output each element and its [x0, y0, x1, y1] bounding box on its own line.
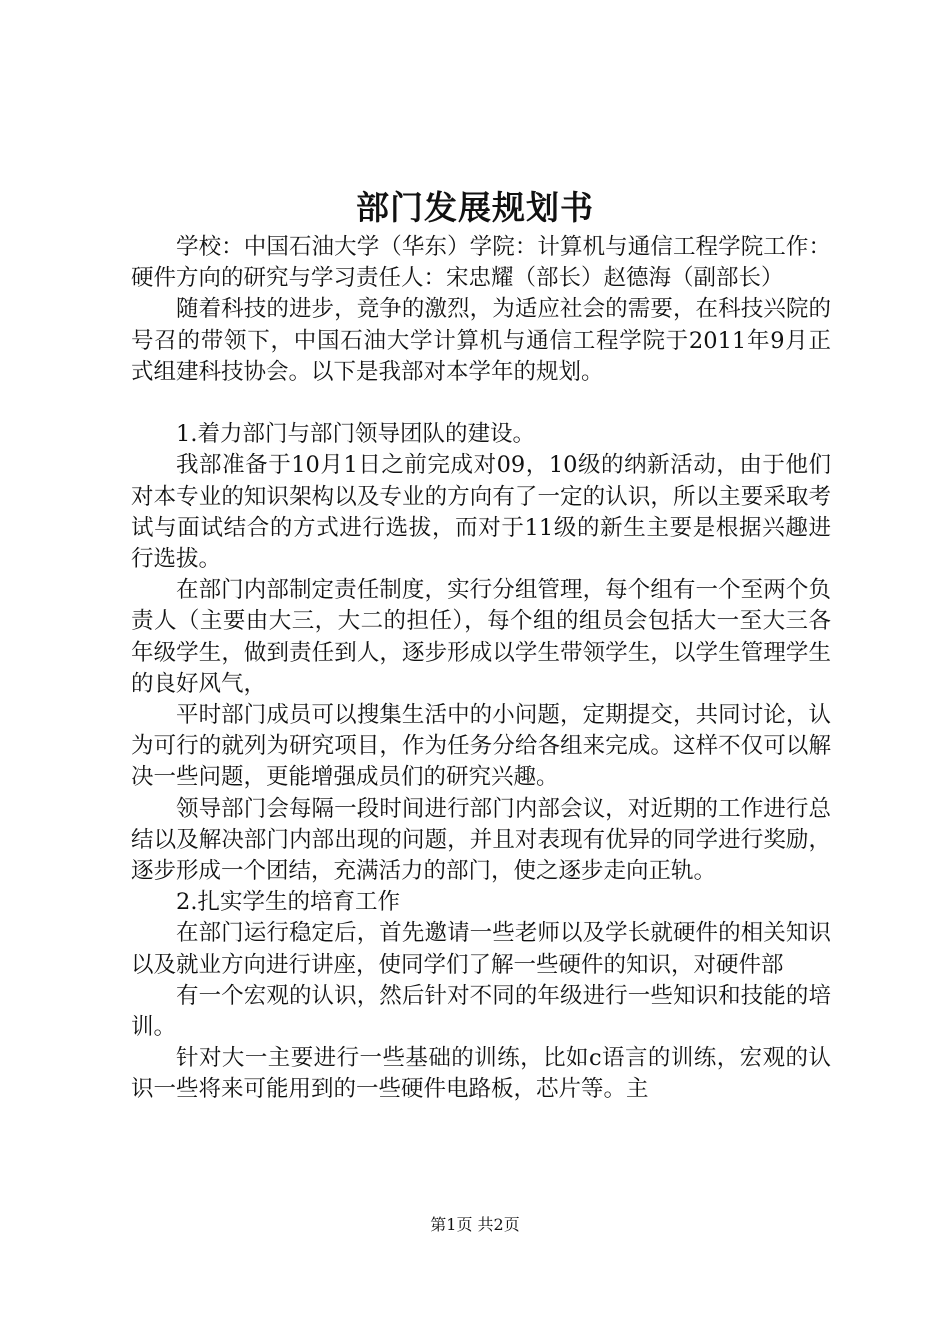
blank-line: [131, 388, 831, 419]
body-paragraph: 有一个宏观的认识，然后针对不同的年级进行一些知识和技能的培训。: [131, 982, 831, 1041]
document-body: [131, 232, 831, 1106]
body-paragraph: 我部准备于10月1日之前完成对09，10级的纳新活动，由于他们对本专业的知识架构以及专业的方向有了一定的认识，所以主要采取考试与面试结合的方式进行选拔，而对于11级的新生主要是根据兴趣进行选拔。: [131, 452, 831, 573]
intro-paragraph: 随着科技的进步，竞争的激烈，为适应社会的需要，在科技兴院的号召的带领下，中国石油大学计算机与通信工程学院于2011年9月正式组建科技协会。以下是我部对本学年的规划。: [131, 296, 831, 385]
body-paragraph: 领导部门会每隔一段时间进行部门内部会议，对近期的工作进行总结以及解决部门内部出现的问题，并且对表现有优异的同学进行奖励，逐步形成一个团结，充满活力的部门，使之逐步走向正轨。: [131, 795, 831, 885]
body-paragraph: 平时部门成员可以搜集生活中的小问题，定期提交，共同讨论，认为可行的就列为研究项目，作为任务分给各组来完成。这样不仅可以解决一些问题，更能增强成员们的研究兴趣。: [131, 702, 831, 791]
page-number-footer: 第1页 共2页: [430, 1215, 520, 1234]
document-title: 部门发展规划书: [356, 188, 594, 227]
section-heading-1: 1.着力部门与部门领导团队的建设。: [176, 421, 535, 448]
section-heading-2: 2.扎实学生的培育工作: [176, 889, 400, 916]
body-paragraph: 在部门内部制定责任制度，实行分组管理，每个组有一个至两个负责人（主要由大三，大二的担任），每个组的组员会包括大一至大三各年级学生，做到责任到人，逐步形成以学生带领学生，以学生管理学生的良好风气，: [131, 577, 831, 697]
info-paragraph: 学校：中国石油大学（华东）学院：计算机与通信工程学院工作：硬件方向的研究与学习责任人：宋忠耀（部长）赵德海（副部长）: [131, 234, 831, 292]
body-paragraph: 在部门运行稳定后，首先邀请一些老师以及学长就硬件的相关知识以及就业方向进行讲座，使同学们了解一些硬件的知识，对硬件部: [131, 920, 831, 978]
body-paragraph: 针对大一主要进行一些基础的训练，比如c语言的训练，宏观的认识一些将来可能用到的一些硬件电路板，芯片等。主: [131, 1045, 831, 1103]
